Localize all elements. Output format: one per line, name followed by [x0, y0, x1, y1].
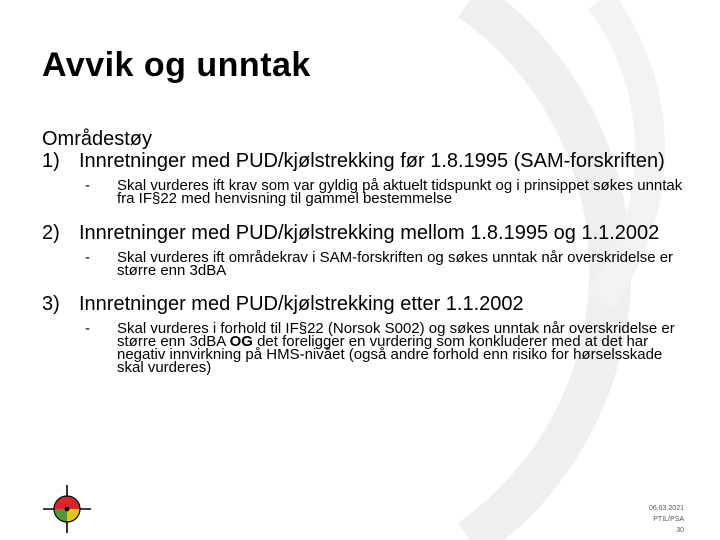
footer-org: PTIL/PSA	[653, 516, 684, 523]
sub-item-text: Skal vurderes ift krav som var gyldig på aktuelt tidspunkt og i prinsippet søkes unntak fra IF§22 med henvisning til gammel bestemmelse	[117, 177, 683, 207]
list-number: 3)	[42, 293, 60, 315]
footer	[649, 503, 684, 536]
sub-item-text-before: Skal vurderes i forhold til IF§22 (Norsok S002) og søkes unntak når overskridelse er større enn 3dBA	[117, 320, 675, 350]
slide-title: Avvik og unntak	[42, 46, 311, 84]
list-item-3	[42, 293, 692, 315]
list-item-text: Innretninger med PUD/kjølstrekking mellom 1.8.1995 og 1.1.2002	[79, 222, 660, 244]
dash-bullet: -	[85, 177, 90, 194]
sub-item-text: Skal vurderes ift områdekrav i SAM-forskriften og søkes unntak når overskridelse er større enn 3dBA	[117, 249, 674, 279]
list-number: 2)	[42, 222, 60, 244]
section-heading: Områdestøy	[42, 128, 153, 150]
dash-bullet: -	[85, 249, 90, 266]
sub-item-3	[42, 322, 692, 374]
footer-date: 06.03.2021	[648, 505, 684, 512]
list-item-text: Innretninger med PUD/kjølstrekking etter 1.1.2002	[79, 293, 524, 315]
sub-item-1	[42, 179, 692, 205]
list-number: 1)	[42, 150, 60, 172]
dash-bullet: -	[85, 320, 90, 337]
sub-item-2	[42, 251, 692, 277]
sub-item-text-after: det foreligger en vurdering som konkluderer med at det har negativ innvirkning på HMS-nivået (også andre forhold enn risiko for hørselsskade skal vurderes)	[117, 333, 663, 376]
list-item-2	[42, 222, 692, 244]
list-item-1	[42, 150, 692, 172]
slide-content	[42, 128, 692, 374]
crosshair-logo-icon	[42, 484, 92, 534]
page-number: 30	[676, 527, 684, 534]
emphasis-word: OG	[229, 333, 253, 350]
list-item-text: Innretninger med PUD/kjølstrekking før 1.8.1995 (SAM-forskriften)	[79, 150, 665, 172]
